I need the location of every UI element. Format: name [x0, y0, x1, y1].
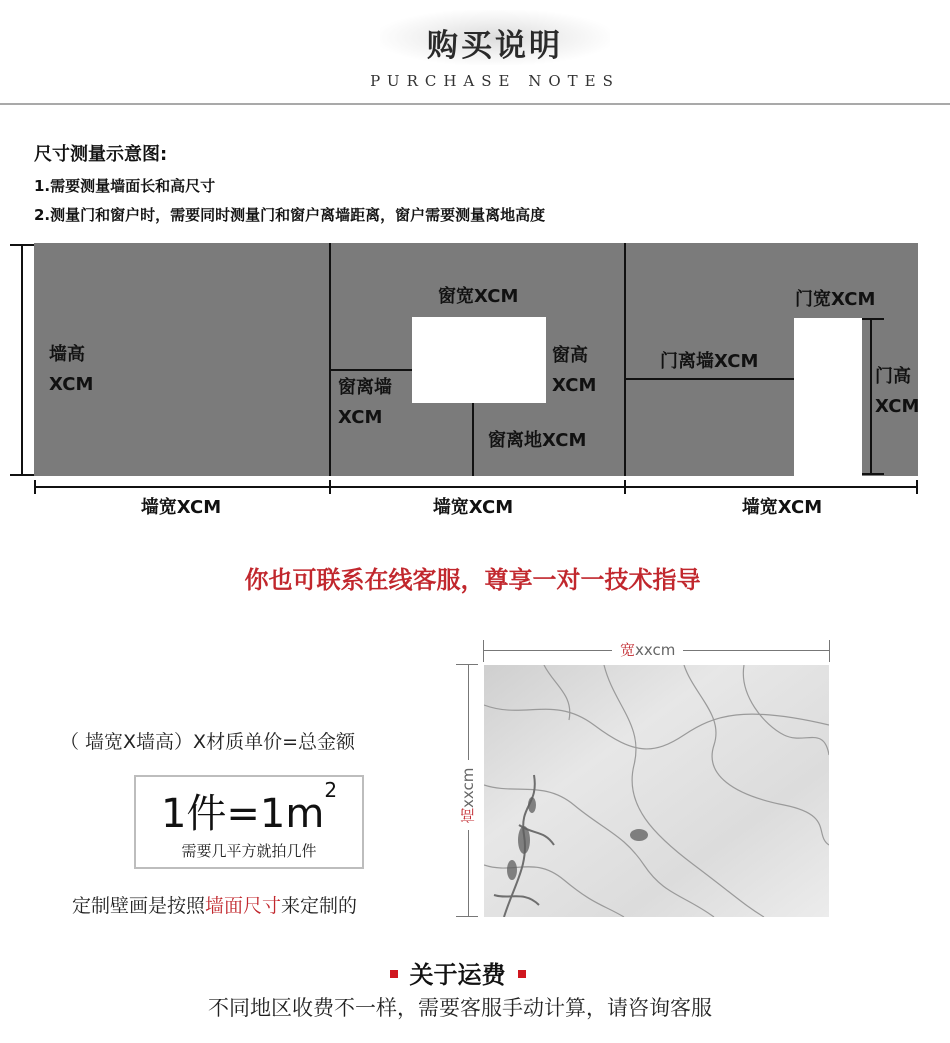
sample-height-suffix: xxcm: [459, 767, 477, 808]
custom-note-suffix: 来定制的: [281, 895, 358, 917]
sample-width-prefix: 宽: [620, 641, 636, 659]
door-height-tick-top: [862, 318, 884, 320]
bullet-square-icon: [390, 970, 398, 978]
door-to-wall-line: [626, 378, 794, 380]
sample-height-label: [448, 760, 488, 830]
wall-height-label-line1: 墙高: [49, 344, 85, 365]
sample-width-label: [612, 639, 683, 660]
custom-note-prefix: 定制壁画是按照: [72, 895, 206, 917]
width-tick-1: [34, 480, 36, 494]
wall-width-label-1: 墙宽XCM: [140, 497, 222, 518]
door-to-wall-label: 门离墙XCM: [660, 351, 759, 372]
window-height-label-line1: 窗高: [552, 345, 588, 366]
divider-2: [624, 243, 626, 476]
header-divider: [0, 103, 950, 105]
sample-height-tick-top: [456, 664, 478, 665]
window-to-floor-line: [472, 403, 474, 476]
note-2: 2.测量门和窗户时，需要同时测量门和窗户离墙距离，窗户需要测量离地高度: [34, 206, 546, 224]
door-width-label: 门宽XCM: [795, 289, 876, 310]
door-height-label-line2: XCM: [875, 396, 920, 417]
door-height-label: [875, 362, 919, 422]
door-height-tick-bottom: [862, 473, 884, 475]
bullet-square-icon: [518, 970, 526, 978]
shipping-title-text: 关于运费: [409, 961, 506, 989]
wall-width-label-3: 墙宽XCM: [741, 497, 823, 518]
page-title: 购买说明: [427, 28, 563, 64]
custom-note: [72, 891, 357, 918]
sample-width-tick-left: [483, 640, 484, 662]
wall-height-tick-top: [10, 244, 34, 246]
price-formula: （ 墙宽X墙高）X材质单价=总金额: [60, 731, 355, 753]
window-to-wall-label-line1: 窗离墙: [338, 377, 392, 398]
piece-rule-text: 1件=1m: [160, 791, 325, 837]
window-height-label: [552, 341, 596, 401]
window-to-wall-label-line2: XCM: [338, 407, 383, 428]
door-height-label-line1: 门高: [875, 366, 911, 387]
shipping-text: 不同地区收费不一样，需要客服手动计算，请咨询客服: [208, 996, 712, 1020]
wall-width-dimension-line: [34, 486, 918, 488]
window-shape: [412, 317, 546, 403]
wall-height-dimension-line: [21, 245, 23, 476]
sample-height-prefix: 高: [459, 807, 477, 823]
sample-width-suffix: xxcm: [635, 641, 676, 659]
sample-height-tick-bottom: [456, 916, 478, 917]
wall-height-label-line2: XCM: [49, 374, 94, 395]
window-to-wall-line: [331, 369, 412, 371]
wall-width-label-2: 墙宽XCM: [432, 497, 514, 518]
width-tick-4: [916, 480, 918, 494]
wall-height-label: [49, 340, 93, 400]
sample-width-tick-right: [829, 640, 830, 662]
piece-rule-superscript: 2: [324, 778, 338, 802]
width-tick-3: [624, 480, 626, 494]
door-height-line: [870, 318, 872, 475]
divider-1: [329, 243, 331, 476]
contact-service-text: 你也可联系在线客服，尊享一对一技术指导: [244, 566, 701, 594]
section-title: 尺寸测量示意图:: [34, 144, 168, 165]
window-width-label: 窗宽XCM: [438, 286, 519, 307]
window-height-label-line2: XCM: [552, 375, 597, 396]
wall-height-tick-bottom: [10, 474, 34, 476]
door-shape: [794, 318, 862, 476]
width-tick-2: [329, 480, 331, 494]
piece-rule-subtext: 需要几平方就拍几件: [181, 842, 317, 860]
window-to-floor-label: 窗离地XCM: [488, 430, 587, 451]
note-1: 1.需要测量墙面长和高尺寸: [34, 177, 216, 195]
marble-sample-image: [484, 665, 829, 917]
shipping-title: [0, 955, 915, 990]
window-to-wall-label: [338, 373, 392, 433]
piece-rule-main: [134, 778, 364, 839]
custom-note-highlight: 墙面尺寸: [205, 895, 282, 917]
page-subtitle: PURCHASE NOTES: [370, 72, 620, 90]
